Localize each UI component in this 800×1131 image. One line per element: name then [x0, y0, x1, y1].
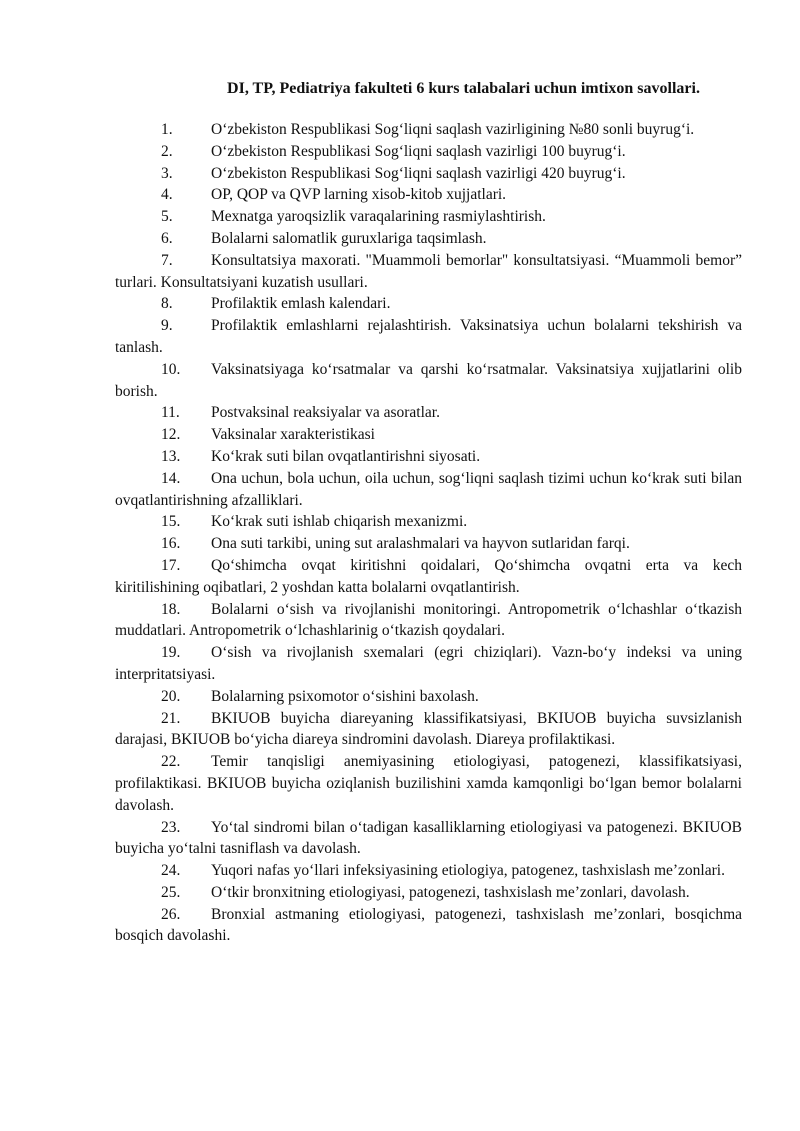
question-number: 17. — [161, 556, 181, 574]
list-item — [115, 315, 742, 359]
question-number: 4. — [161, 186, 173, 204]
list-item — [115, 817, 742, 861]
question-number: 9. — [161, 317, 173, 335]
question-number: 5. — [161, 208, 173, 226]
question-text: Ko‘krak suti ishlab chiqarish mexanizmi. — [211, 513, 468, 531]
question-text: Konsultatsiya maxorati. "Muammoli bemorlar" konsultatsiyasi. “Muammoli bemor” turlari. Konsultatsiyani kuzatish usullari. — [115, 251, 742, 291]
question-text: Bolalarni o‘sish va rivojlanishi monitoringi. Antropometrik o‘lchashlar o‘tkazish muddatlari. Antropometrik o‘lchashlarinig o‘tkazish qoydalari. — [115, 600, 742, 640]
question-number: 6. — [161, 229, 173, 247]
document-page — [115, 78, 742, 947]
question-text: Ona suti tarkibi, uning sut aralashmalari va hayvon sutlaridan farqi. — [211, 535, 630, 553]
list-item — [115, 206, 742, 228]
question-number: 1. — [161, 121, 173, 138]
list-item — [115, 141, 742, 163]
question-text: Profilaktik emlash kalendari. — [211, 295, 391, 313]
list-item — [115, 642, 742, 686]
list-item — [115, 599, 742, 643]
list-item — [115, 359, 742, 403]
question-number: 20. — [161, 687, 181, 705]
list-item — [115, 511, 742, 533]
list-item — [115, 751, 742, 816]
question-number: 8. — [161, 295, 173, 313]
question-number: 13. — [161, 447, 181, 465]
question-number: 16. — [161, 535, 181, 553]
question-text: Vaksinalar xarakteristikasi — [211, 426, 375, 444]
question-text: Postvaksinal reaksiyalar va asoratlar. — [211, 404, 440, 422]
question-number: 14. — [161, 469, 181, 487]
question-text: Temir tanqisligi anemiyasining etiologiyasi, patogenezi, klassifikatsiyasi, profilaktikasi. BKIUOB buyicha oziqlanish buzilishini xamda kamqonligi bo‘lgan bemor bolalarni davolash. — [115, 753, 742, 814]
list-item — [115, 293, 742, 315]
list-item — [115, 860, 742, 882]
list-item — [115, 468, 742, 512]
question-text: Mexnatga yaroqsizlik varaqalarining rasmiylashtirish. — [211, 208, 546, 226]
question-text: O‘zbekiston Respublikasi Sog‘liqni saqlash vazirligi 420 buyrug‘i. — [211, 164, 626, 182]
question-number: 15. — [161, 513, 181, 531]
list-item — [115, 163, 742, 185]
question-text: O‘zbekiston Respublikasi Sog‘liqni saqlash vazirligi 100 buyrug‘i. — [211, 142, 626, 160]
list-item — [115, 686, 742, 708]
list-item — [115, 882, 742, 904]
question-text: O‘sish va rivojlanish sxemalari (egri chiziqlari). Vazn-bo‘y indeksi va uning interpritatsiyasi. — [115, 644, 742, 683]
question-number: 10. — [161, 360, 181, 378]
question-number: 11. — [161, 404, 180, 422]
list-item — [115, 533, 742, 555]
question-number: 21. — [161, 709, 181, 727]
question-number: 26. — [161, 905, 181, 923]
question-text: Yo‘tal sindromi bilan o‘tadigan kasalliklarning etiologiyasi va patogenezi. BKIUOB buyicha yo‘talni tasniflash va davolash. — [115, 818, 742, 858]
question-number: 19. — [161, 644, 181, 662]
list-item — [115, 119, 742, 141]
question-text: Ona uchun, bola uchun, oila uchun, sog‘liqni saqlash tizimi uchun ko‘krak suti bilan ovqatlantirishning afzalliklari. — [115, 469, 742, 509]
question-number: 12. — [161, 426, 181, 444]
list-item — [115, 424, 742, 446]
question-text: Bolalarni salomatlik guruxlariga taqsimlash. — [211, 229, 487, 247]
question-number: 2. — [161, 142, 173, 160]
question-text: Bolalarning psixomotor o‘sishini baxolash. — [211, 687, 479, 705]
question-text: OP, QOP va QVP larning xisob-kitob xujjatlari. — [211, 186, 507, 204]
list-item — [115, 708, 742, 752]
question-text: Ko‘krak suti bilan ovqatlantirishni siyosati. — [211, 447, 481, 465]
question-text: Qo‘shimcha ovqat kiritishni qoidalari, Qo‘shimcha ovqatni erta va kech kiritilishining oqibatlari, 2 yoshdan katta bolalarni ovqatlantirish. — [115, 556, 742, 596]
question-number: 22. — [161, 753, 181, 771]
question-text: Profilaktik emlashlarni rejalashtirish. Vaksinatsiya uchun bolalarni tekshirish va tanlash. — [115, 317, 742, 356]
question-number: 18. — [161, 600, 181, 618]
question-list — [115, 119, 742, 947]
question-text: O‘tkir bronxitning etiologiyasi, patogenezi, tashxislash me’zonlari, davolash. — [211, 883, 690, 901]
question-text: Vaksinatsiyaga ko‘rsatmalar va qarshi ko‘rsatmalar. Vaksinatsiya xujjatlarini olib borish. — [115, 360, 742, 400]
question-text: Bronxial astmaning etiologiyasi, patogenezi, tashxislash me’zonlari, bosqichma bosqich davolashi. — [115, 905, 742, 945]
question-text: O‘zbekiston Respublikasi Sog‘liqni saqlash vazirligining №80 sonli buyrug‘i. — [211, 121, 695, 138]
list-item — [115, 228, 742, 250]
question-number: 23. — [161, 818, 181, 836]
question-number: 3. — [161, 164, 173, 182]
list-item — [115, 250, 742, 294]
list-item — [115, 904, 742, 948]
question-number: 7. — [161, 251, 173, 269]
list-item — [115, 446, 742, 468]
question-text: Yuqori nafas yo‘llari infeksiyasining etiologiya, patogenez, tashxislash me’zonlari. — [211, 862, 725, 880]
list-item — [115, 184, 742, 206]
document-title: DI, TP, Pediatriya fakulteti 6 kurs talabalari uchun imtixon savollari. — [227, 80, 700, 97]
list-item — [115, 402, 742, 424]
question-number: 25. — [161, 883, 181, 901]
list-item — [115, 555, 742, 599]
question-number: 24. — [161, 862, 181, 880]
question-text: BKIUOB buyicha diareyaning klassifikatsiyasi, BKIUOB buyicha suvsizlanish darajasi, BKIUOB bo‘yicha diareya sindromini davolash. Diareya profilaktikasi. — [115, 709, 742, 749]
